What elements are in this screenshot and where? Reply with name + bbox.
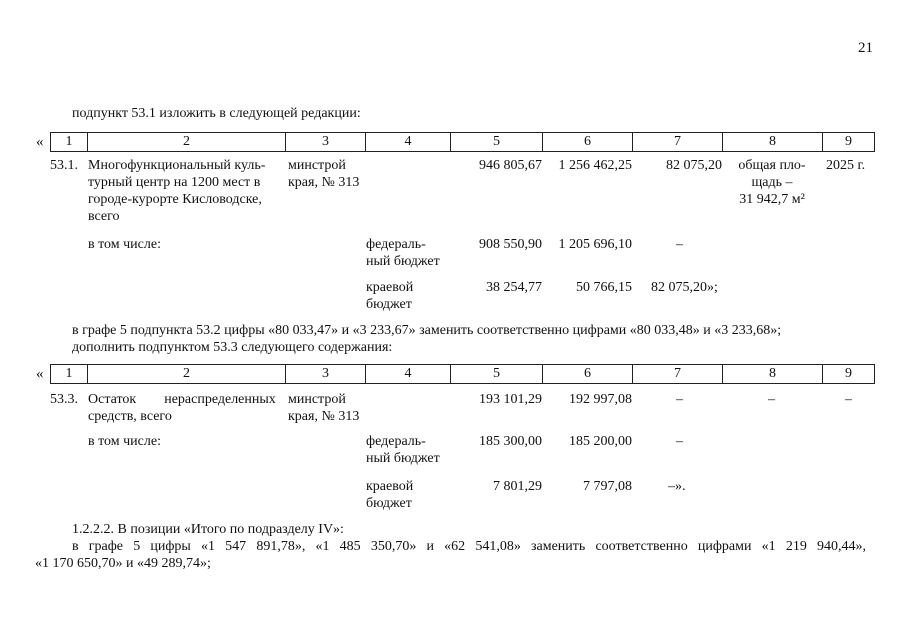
table1-row-col5: 946 805,67 [479,158,542,173]
intro-text: подпункт 53.1 изложить в следующей редакции: [72,106,361,121]
table1-row-col8: общая пло- щадь – 31 942,7 м² [738,158,806,207]
table1-sub1-col7: – [676,237,683,252]
table1-header-col9: 9 [822,133,875,151]
table2-header-col6: 6 [542,365,632,383]
table1-header-col1: 1 [50,133,87,151]
table2-header-col2: 2 [87,365,285,383]
table2-header [36,364,875,384]
table1-row-owner: минстрой края, № 313 [288,158,360,190]
table1-row-name: Многофункциональный куль- турный центр на 1200 мест в городе-курорте Кисловодске, всего [88,158,266,224]
table1-sub2-col7: 82 075,20»; [651,280,718,295]
paragraph-replace-53-2: в графе 5 подпункта 53.2 цифры «80 033,47» и «3 233,67» заменить соответственно цифрами «80 033,48» и «3 233,68»; [72,323,782,338]
table2-header-col8: 8 [722,365,822,383]
table2-header-col1: 1 [50,365,87,383]
table2-sub1-budget: федераль- ный бюджет [366,434,440,466]
table2-sub1-col5: 185 300,00 [479,434,542,449]
table2-sub1-col6: 185 200,00 [569,434,632,449]
table1-sub2-col5: 38 254,77 [486,280,542,295]
table2-sub1-col7: – [676,434,683,449]
table1-header-col3: 3 [285,133,365,151]
table1-header-col8: 8 [722,133,822,151]
table1-header-col7: 7 [632,133,722,151]
table2-row-col9: – [845,392,852,407]
table1-sub1-col5: 908 550,90 [479,237,542,252]
table2-header-col7: 7 [632,365,722,383]
item-heading: 1.2.2.2. В позиции «Итого по подразделу IV»: [72,522,344,537]
table2-header-col4: 4 [365,365,450,383]
table2-incl-label: в том числе: [88,434,161,449]
table2-header-col9: 9 [822,365,875,383]
paragraph-itogo-line1: в графе 5 цифры «1 547 891,78», «1 485 350,70» и «62 541,08» заменить соответственно цифрами «1 219 940,44», [72,539,866,554]
table2-row-name: Остаток нераспределенных средств, всего [88,392,276,424]
table2-row-col8: – [768,392,775,407]
table1-sub1-budget: федераль- ный бюджет [366,237,440,269]
table2-header-col3: 3 [285,365,365,383]
open-quote: « [36,366,44,382]
table1-sub1-col6: 1 205 696,10 [558,237,632,252]
table1-sub2-col6: 50 766,15 [576,280,632,295]
table2-row-col5: 193 101,29 [479,392,542,407]
table2-sub2-col5: 7 801,29 [493,479,542,494]
table1-header-col5: 5 [450,133,542,151]
table2-row-col6: 192 997,08 [569,392,632,407]
table2-row-owner: минстрой края, № 313 [288,392,360,424]
table2-row-col7: – [676,392,683,407]
table1-row-number: 53.1. [50,158,78,173]
table1-row-col6: 1 256 462,25 [558,158,632,173]
table1-header-col6: 6 [542,133,632,151]
table1-header [36,132,875,152]
paragraph-add-53-3: дополнить подпунктом 53.3 следующего содержания: [72,340,393,355]
open-quote: « [36,134,44,150]
table2-header-col5: 5 [450,365,542,383]
table2-sub2-budget: краевой бюджет [366,479,414,511]
table1-header-col4: 4 [365,133,450,151]
table1-sub2-budget: краевой бюджет [366,280,414,312]
table2-row-number: 53.3. [50,392,78,407]
paragraph-itogo-line2: «1 170 650,70» и «49 289,74»; [35,556,211,571]
table2-sub2-col7: –». [668,479,686,494]
table1-incl-label: в том числе: [88,237,161,252]
table2-sub2-col6: 7 797,08 [583,479,632,494]
table1-row-col7: 82 075,20 [666,158,722,173]
table1-header-col2: 2 [87,133,285,151]
table1-row-col9: 2025 г. [826,158,866,173]
page-number: 21 [858,40,873,56]
